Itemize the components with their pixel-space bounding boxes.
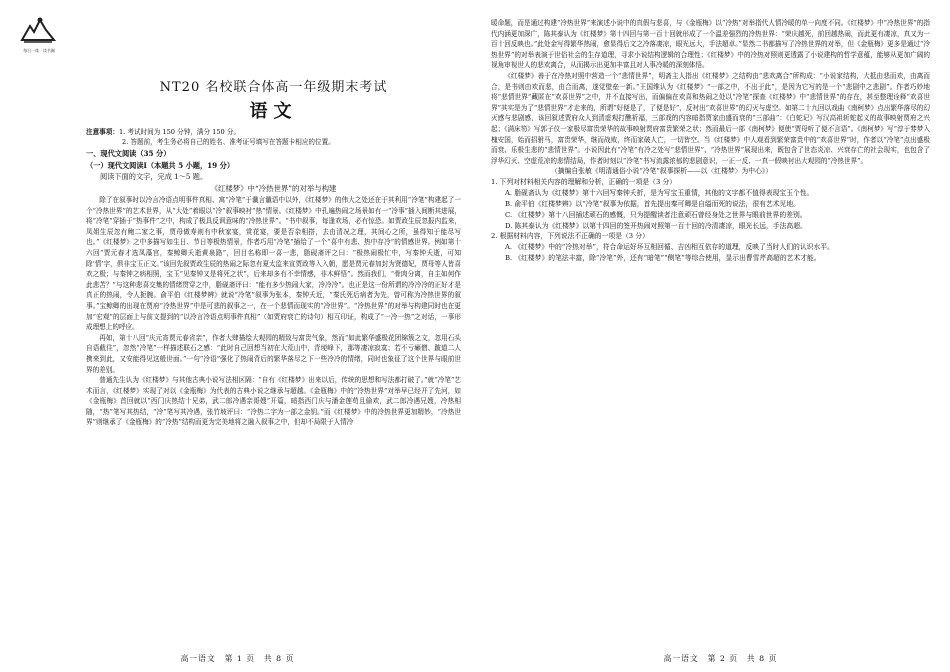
question-2-option-b: B. 《红楼梦》的笔法丰富，除“冷笔”外，还有“暗笔”“侧笔”等综合使用，显示出曹雪芹高超的艺术才能。 bbox=[505, 253, 821, 262]
article-title: 《红楼梦》中“冷热世界”的对举与构建 bbox=[210, 184, 337, 193]
exam-title: NT20 名校联合体高一年级期末考试 bbox=[159, 80, 388, 95]
question-1-option-b: B. 俞平伯《红楼梦辨》以“冷笔”叙事为依据，首先提出秦可卿是自缢而死的说法，很有艺术见地。 bbox=[505, 199, 800, 208]
question-2-option-a: A. 《红楼梦》中的“冷热对举”，符合命运好坏互相回循、吉凶相互依存的道理，反映了当时人们的认识水平。 bbox=[505, 243, 834, 252]
reading-instruction: 阅读下面的文字，完成 1～5 题。 bbox=[100, 172, 208, 181]
subject-title: 语文 bbox=[249, 101, 298, 122]
article-paragraph-1: 除了在叙事时以冷言冷语点明事件真相、寓“冷笔”于谶言谶语中以外，《红楼梦》的伟大之处还在于其利用“冷笔”构建起了一个“冷热世界”的艺术世界，从“大处”着眼以“冷”叙事映衬“热”情景。《红楼梦》中孔遍热闹之场景如有一“冷事”插入间断其进展，将“冷笔”穿插于“热事件”之中，构成了极具反讽意味的“冷热世界”。“书中叙事，每逢欢场，必有惊恐。如贾政生辰忽报内监来，凤姐生辰忽有鲍二家之事，贾母做寿则有中秋家宴，赏花宴，要是否杂相搭，去由清况之理，其间心之所，虽得知于能尽写也。”《红楼梦》之中多描写如生日、节日等极热情景，作者巧用“冷笔”插给了一个“喜中有悲、热中存冷”的情感世界。例如第十六回“贾元春才选凤藻宫，秦鲸卿夭逝黄泉路”，回目名称即一喜一悲，脂砚斋评之曰：“极热闹极忙中，写秦钟夭逝，可知除‘情’字，俱非宝玉正文。”该回先叙贾政生辰的热闹之际忽有夏太监来宣贾政等入入朝，愿是贾元春加封为贤德妃，贾母等人皆喜欢之极；与秦钟之病相照，宝玉“见秦钟又是将死之状”，后来却多有不幸情感，非木鲜悟”。然而我们，“骨肉分离，自主如何作此悲苦？”与这种悲喜交集的情绪贯穿之中，脂砚斋评曰：“能有多少热闹大家，冷冷冷”。也正是这一份所谓的冷冷冷的正好才是真正的热闹，令人扼腕。俞平伯《红楼梦辨》就说“冷笔”叙事为张本，秦钟夭近，“秦氏死后病者为先，曾可称为冷热世界的叙事。”宝鲸卿的出现在贾府“冷热世界”中是可悲的叙事之一，在一个悲情而现实的“冷世界”。“冷热世界”的对举与构建同时也在更加“宏观”的层面上与前文提到的“以冷言冷语点明事件真相”（如贾府衰亡的诗句）相互印证，构成了“一冷一热”之对话，一事形成理想上的呼应。 bbox=[86, 196, 461, 332]
notice-1: 1. 考试时间为 150 分钟，满分 150 分。 bbox=[118, 128, 241, 136]
section-heading: 一、现代文阅读（35 分） bbox=[86, 149, 171, 158]
question-1-option-d: D. 陈其泰认为《红楼梦》以第十四回的签开热闹对照第一百十回的冷清凄凉，眼光长远，手法高超。 bbox=[505, 221, 807, 230]
right-page bbox=[475, 0, 950, 672]
article-paragraph-5: 《红楼梦》善于在冷热对照中营造一个“悲情世界”，明斋主人指出《红楼梦》之结构由“悲欢离合”所构成：“小说家结构，大抵由悲而欢，由离而合，是书则由欢而悲，由合而离，遂觉壁垒一新。”王国维认为《红楼梦》“一部之中，不出于此”，是因为它写的是一个“悲剧中之悲剧”。作者巧妙地将“悲情世界”藏匿在“欢喜世界”之中，并不直接写出，而偏偏在欢喜和热闹之处以“冷笔”探查《红楼梦》中“悲情世界”的存在，甚至整理诠释“欢喜世界”其实是为了“悲情世界”才走来的，所谓“好便是了，了便是好”，反衬出“欢喜世界”的幻灭与虚空。如第二十九回以戏曲《南柯梦》点出繁华落尽的幻灭感与悲剧感，该回叙述贾府众人到清虚观打醮祈福，三部戏的内容暗指贾家由盛而衰的“三部曲”：《白蛇记》写汉高祖斩蛇起义的故事映射贾府之兴起；《满床笏》写郭子仪一家极尽富贵荣华的故事映射贾府富贵繁荣之状；然而最后一部《南柯梦》便使“贾母听了便不言语”。《南柯梦》写“淳于棼梦入槐安国，始而招驸马，富贵荣华，继而战败，终而家破人亡，一切皆空。当《红楼梦》中人观看到繁荣富贵中的“欢喜世界”时，作者以“冷笔”点出盛极而衰、乐极生悲的“悲情世界”。小说因此有“冷笔”有冷之处写“悲情世界”、“冷热世界”展现出来，既包含了世态炎凉、兴衰存亡的社会现实，也包含了浮华幻灭、空虚荒凉的悲情结局，作者时刻以“冷笔”书写流露浓郁的悲剧意识，一正一反、一真一假映衬出大观园的“冷热世界”。 bbox=[491, 71, 930, 165]
notice-line-1 bbox=[86, 127, 461, 137]
page-footer-2: 高一语文 第 2 页 共 8 页 bbox=[663, 654, 778, 663]
article-paragraph-4: 暖命题，而是通过构建“冷热世界”来演述小说中的真假与悲喜，与《金瓶梅》以“冷热”对举指代人情冷暖的单一向度不同。《红楼梦》中“冷热世界”的指代内涵更加深广，陈其泰认为《红楼梦》第十四回与第一百十回就形成了一个温差强烈的冷热世界：“荣庆越死，前回越热闹，而此更有凄凉，真又为一百十回反映也。”此处金写得繁华热闹，愈显得后文之冷落凄凉，眼光远大，手法超卓。”显然二书都描写了冷热世界的对举，但《金瓶梅》更多是通过“冷热世界”的对举表演于世俗社会的生存道理，寻求小说结构逻辑的合理性；《红楼梦》中的冷热对照则更透露了小说建构的哲学意蕴，能够从更加广阔的视角审视世人的悲欢离合，从而揭示出更加丰富且对人事冷暖的深刻体悟。 bbox=[491, 19, 930, 70]
article-paragraph-2: 再如，第十八回“庆元宵贾元春省亲”，作者大肆描绘大观园的精致与富贵气象，然而“如此繁华盛极花团锦簇之文，忽用石头自语截住”，忽然“冷笔”一样描述联石之感：“此时自己回想当初在大荒山中，青埂峰下，那等凄凉寂寞；若不亏癞僧、跛道二人携来到此，又安能得见这般世面。”一句“冷语”强化了热闹背后的繁华落尽之下一些冷冷的情绪，同时也象征了这个世界与眼前世界的差别。 bbox=[86, 333, 461, 374]
notice-2: 2. 答题前，考生务必将自己的姓名、准考证号填写在答题卡相应的位置。 bbox=[122, 138, 335, 146]
logo-caption: 每日一练 · 读书圈 bbox=[23, 48, 55, 53]
subsection-heading: （一）现代文阅读Ⅰ（本题共 5 小题，19 分） bbox=[86, 161, 235, 170]
article-source: （摘编自张敏《明清通俗小说“冷笔”叙事探析——以〈红楼梦〉为中心》） bbox=[551, 167, 773, 176]
article-paragraph-3: 普通先生认为《红楼梦》与其他古典小说写法相区隔：“自有《红楼梦》出来以后，传统的思想和写法都打破了。”就“冷笔”艺术而言，《红楼梦》实现了对以《金瓶梅》为代表的古典小说之继承与超越。《金瓶梅》中的“冷热世界”对举早已经开了先河，如《金瓶梅》首回就以“西门庆热结十兄弟，武二郎冷遇亲哥嫂”开篇，暗指西门庆与潘金莲苟且偷欢，武二郎冷遇兄嫂，冷热相随，“热”笔写其热结，“冷”笔写其冷遇，张竹坡评曰：“冷热二字为一部之金钥。”而《红楼梦》中的冷热世界更加精妙，“冷热世界”则继承了《金瓶梅》的“冷热”结构而更为完美地将之融入叙事之中，但却不局限于人情冷 bbox=[86, 376, 461, 427]
question-2: 2. 根据材料内容，下列说法不正确的一项是（3 分） bbox=[491, 232, 649, 241]
page-footer-1: 高一语文 第 1 页 共 8 页 bbox=[180, 654, 295, 663]
notice-label: 注意事项： bbox=[86, 128, 119, 136]
question-1-option-a: A. 脂砚斋认为《红楼梦》第十六回写秦钟夭折，是为写宝玉重情，其他的文字都不值得表现宝玉个性。 bbox=[505, 189, 814, 198]
question-1: 1. 下列对材料相关内容的理解和分析，正确的一项是（3 分） bbox=[491, 178, 677, 187]
question-1-option-c: C. 《红楼梦》第十八回插述顽石的感慨，只为提醒读者注意顽石曾经身处之世界与眼前世界的差别。 bbox=[505, 210, 807, 219]
publisher-logo-icon bbox=[18, 14, 58, 48]
